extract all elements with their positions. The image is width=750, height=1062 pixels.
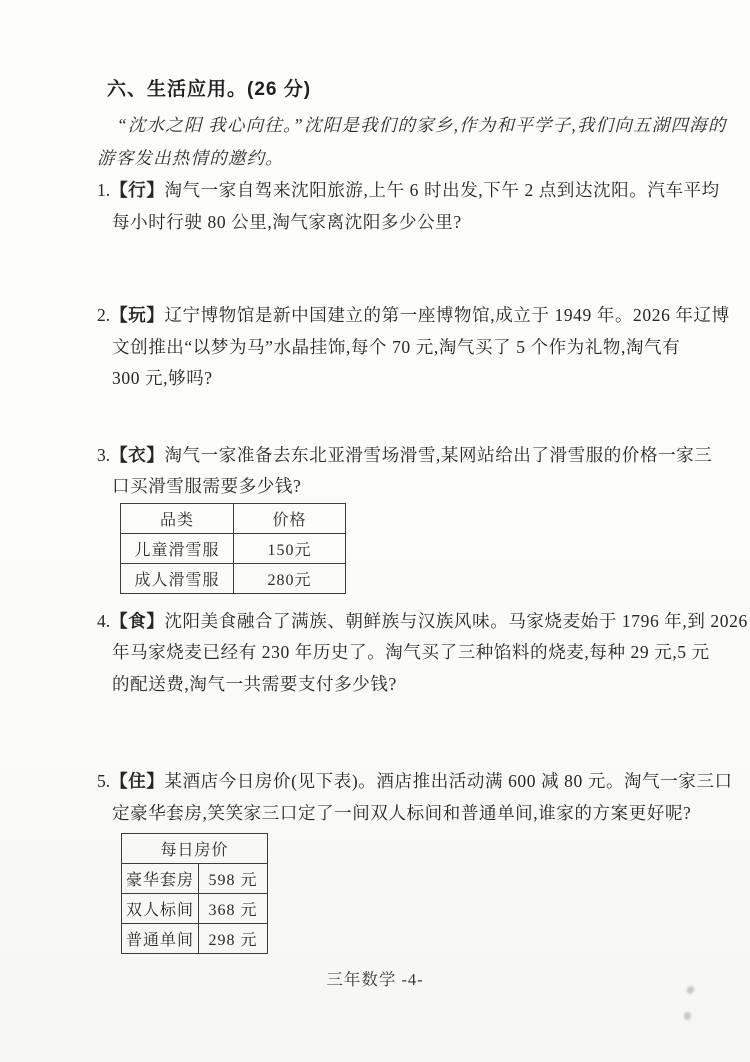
question-line: 年马家烧麦已经有 230 年历史了。淘气买了三种馅料的烧麦,每种 29 元,5 元 bbox=[112, 642, 710, 662]
ski-price-table bbox=[120, 503, 346, 594]
question-4 bbox=[97, 606, 748, 701]
question-line: 口买滑雪服需要多少钱? bbox=[112, 476, 302, 496]
table-header-cell: 价格 bbox=[234, 503, 346, 533]
question-text: 淘气一家准备去东北亚滑雪场滑雪,某网站给出了滑雪服的价格一家三 bbox=[164, 444, 713, 465]
table-cell: 双人标间 bbox=[122, 894, 199, 924]
intro-line: “沈水之阳 我心向往。”沈阳是我们的家乡,作为和平学子,我们向五湖四海的 bbox=[117, 115, 727, 135]
question-line: 每小时行驶 80 公里,淘气家离沈阳多少公里? bbox=[112, 211, 462, 232]
question-tag: 【住】 bbox=[110, 771, 165, 791]
question-line bbox=[97, 440, 713, 472]
question-number: 2. bbox=[97, 305, 111, 325]
table-cell: 儿童滑雪服 bbox=[121, 533, 234, 563]
question-line: 的配送费,淘气一共需要支付多少钱? bbox=[112, 673, 397, 694]
table-cell: 豪华套房 bbox=[122, 864, 199, 894]
question-1 bbox=[97, 175, 720, 238]
question-tag: 【行】 bbox=[110, 180, 165, 200]
question-text: 沈阳美食融合了满族、朝鲜族与汉族风味。马家烧麦始于 1796 年,到 2026 bbox=[164, 610, 748, 631]
question-number: 5. bbox=[97, 771, 111, 791]
table-row bbox=[122, 924, 268, 954]
question-line bbox=[97, 766, 733, 798]
question-number: 3. bbox=[97, 444, 111, 465]
question-text: 淘气一家自驾来沈阳旅游,上午 6 时出发,下午 2 点到达沈阳。汽车平均 bbox=[164, 180, 720, 200]
intro-line: 游客发出热情的邀约。 bbox=[97, 148, 284, 168]
question-number: 1. bbox=[97, 180, 111, 200]
table-row bbox=[121, 503, 346, 533]
table-cell: 普通单间 bbox=[122, 924, 199, 954]
table-row bbox=[121, 563, 346, 593]
question-tag: 【食】 bbox=[110, 610, 165, 631]
question-line bbox=[97, 300, 730, 332]
intro-paragraph bbox=[97, 109, 727, 175]
table-row bbox=[122, 894, 268, 924]
question-text: 辽宁博物馆是新中国建立的第一座博物馆,成立于 1949 年。2026 年辽博 bbox=[164, 305, 730, 325]
question-tag: 【衣】 bbox=[110, 444, 165, 465]
table-cell: 298 元 bbox=[199, 924, 268, 954]
question-5 bbox=[97, 766, 733, 829]
question-3 bbox=[97, 440, 713, 503]
question-line: 300 元,够吗? bbox=[112, 368, 213, 388]
table-title-cell: 每日房价 bbox=[122, 834, 268, 864]
question-line bbox=[97, 175, 720, 207]
hotel-price-table bbox=[121, 833, 268, 954]
question-text: 某酒店今日房价(见下表)。酒店推出活动满 600 减 80 元。淘气一家三口 bbox=[164, 771, 733, 791]
question-line: 文创推出“以梦为马”水晶挂饰,每个 70 元,淘气买了 5 个作为礼物,淘气有 bbox=[112, 336, 681, 357]
table-cell: 598 元 bbox=[199, 864, 268, 894]
question-line: 定豪华套房,笑笑家三口定了一间双人标间和普通单间,谁家的方案更好呢? bbox=[112, 802, 692, 823]
section-title: 六、生活应用。(26 分) bbox=[107, 79, 312, 100]
table-cell: 280元 bbox=[234, 563, 346, 593]
table-cell: 成人滑雪服 bbox=[121, 563, 234, 593]
scan-artifact bbox=[686, 985, 695, 995]
table-row bbox=[122, 864, 268, 894]
question-number: 4. bbox=[97, 610, 111, 631]
scan-artifact bbox=[683, 1011, 692, 1021]
table-cell: 368 元 bbox=[199, 894, 268, 924]
table-row bbox=[122, 834, 268, 864]
table-header-cell: 品类 bbox=[121, 503, 234, 533]
question-2 bbox=[97, 300, 730, 395]
page-footer: 三年数学 -4- bbox=[326, 970, 424, 989]
question-tag: 【玩】 bbox=[110, 305, 165, 325]
question-line bbox=[97, 606, 748, 638]
table-row bbox=[121, 533, 346, 563]
table-cell: 150元 bbox=[234, 533, 346, 563]
